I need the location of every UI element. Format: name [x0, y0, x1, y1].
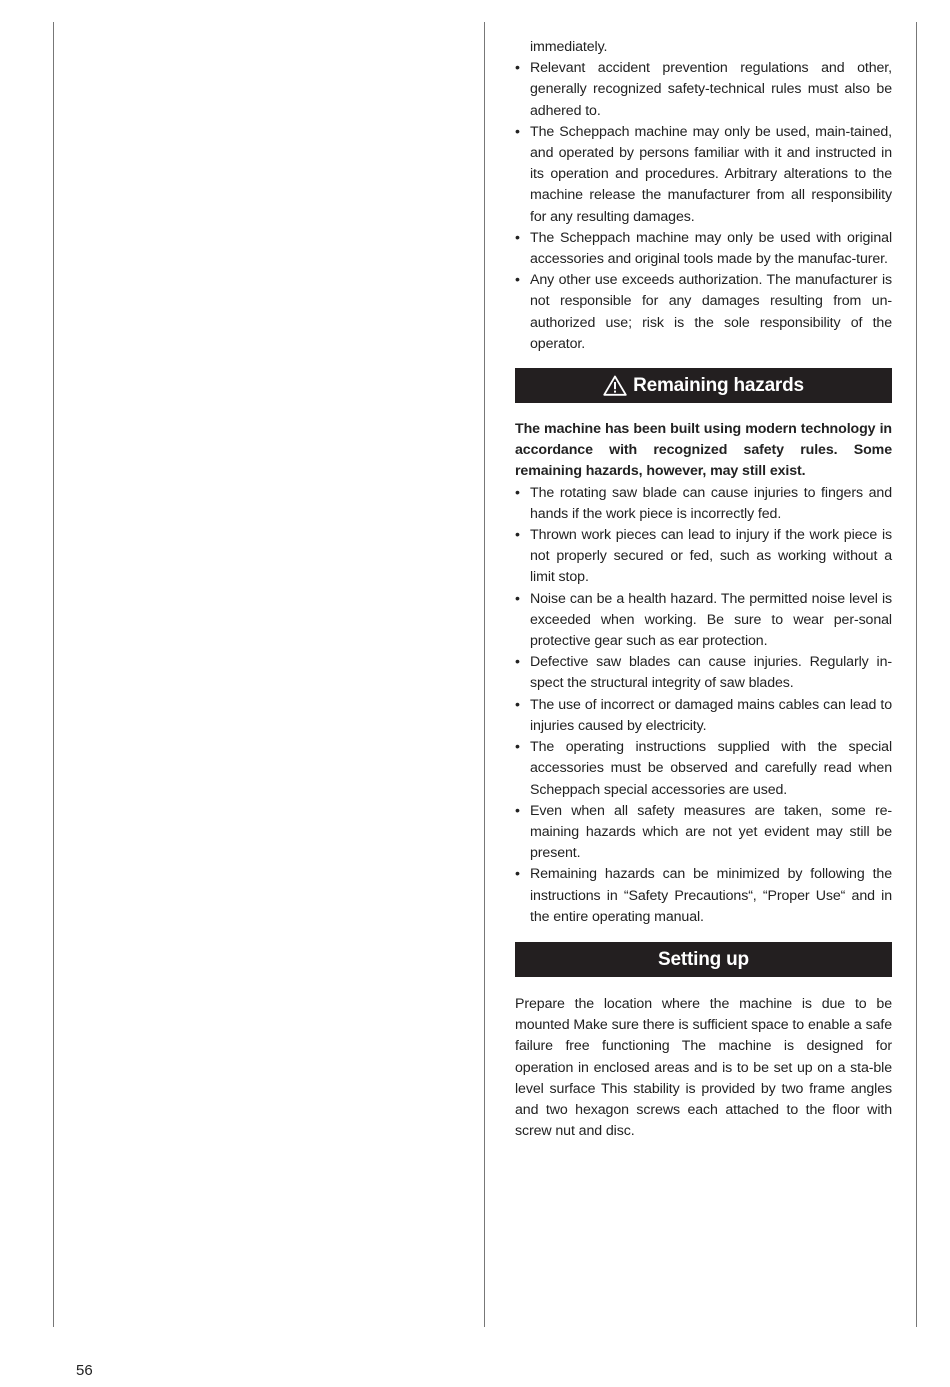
list-item: • The Scheppach machine may only be used with original accessories and original tools made by the manufac-turer.	[515, 228, 892, 270]
remaining-hazards-list	[515, 483, 892, 928]
list-item: • Any other use exceeds authorization. The manufacturer is not responsible for any damages resulting from un-authorized use; risk is the sole responsibility of the operator.	[515, 270, 892, 355]
section-title: Setting up	[658, 948, 749, 970]
right-margin-rule	[916, 22, 917, 1327]
list-item: • The rotating saw blade can cause injuries to fingers and hands if the work piece is incorrectly fed.	[515, 483, 892, 525]
list-item: • Relevant accident prevention regulations and other, generally recognized safety-technical rules must also be adhered to.	[515, 58, 892, 122]
list-item: • Noise can be a health hazard. The permitted noise level is exceeded when working. Be sure to wear per-sonal protective gear such as ear protection.	[515, 589, 892, 653]
list-item: • Even when all safety measures are taken, some re-maining hazards which are not yet evident may still be present.	[515, 801, 892, 865]
list-item: • Thrown work pieces can lead to injury if the work piece is not properly secured or fed, such as working without a limit stop.	[515, 525, 892, 589]
column-divider-rule	[484, 22, 485, 1327]
setting-up-paragraph: Prepare the location where the machine is due to be mounted Make sure there is sufficient space to enable a safe failure free functioning The machine is designed for operation in enclosed areas and is to be set up on a sta-ble level surface This stability is provided by two frame angles and two hexagon screws each attached to the floor with screw nut and disc.	[515, 995, 892, 1140]
remaining-hazards-intro: The machine has been built using modern technology in accordance with recognized safety rules. Some remaining hazards, however, may still exist.	[515, 421, 892, 480]
list-item: • The Scheppach machine may only be used, main-tained, and operated by persons familiar with it and instructed in its operation and procedures. Arbitrary alterations to the machine release the manufacturer from all responsibility for any resulting damages.	[515, 122, 892, 228]
list-item: • The use of incorrect or damaged mains cables can lead to injuries caused by electricity.	[515, 695, 892, 737]
page-number: 56	[76, 1362, 93, 1379]
right-text-column	[515, 37, 892, 1142]
continued-text: immediately.	[530, 39, 608, 55]
list-item: • Remaining hazards can be minimized by following the instructions in “Safety Precautions“, “Proper Use“ and in the entire operating manual.	[515, 864, 892, 928]
warning-triangle-icon	[603, 375, 627, 396]
left-margin-rule	[53, 22, 54, 1327]
list-item: • Defective saw blades can cause injuries. Regularly in-spect the structural integrity of saw blades.	[515, 652, 892, 694]
remaining-hazards-heading	[515, 368, 892, 403]
list-item: • The operating instructions supplied with the special accessories must be observed and carefully read when Scheppach special accessories are used.	[515, 737, 892, 801]
proper-use-list	[515, 58, 892, 355]
section-title: Remaining hazards	[633, 374, 804, 396]
setting-up-heading	[515, 942, 892, 977]
